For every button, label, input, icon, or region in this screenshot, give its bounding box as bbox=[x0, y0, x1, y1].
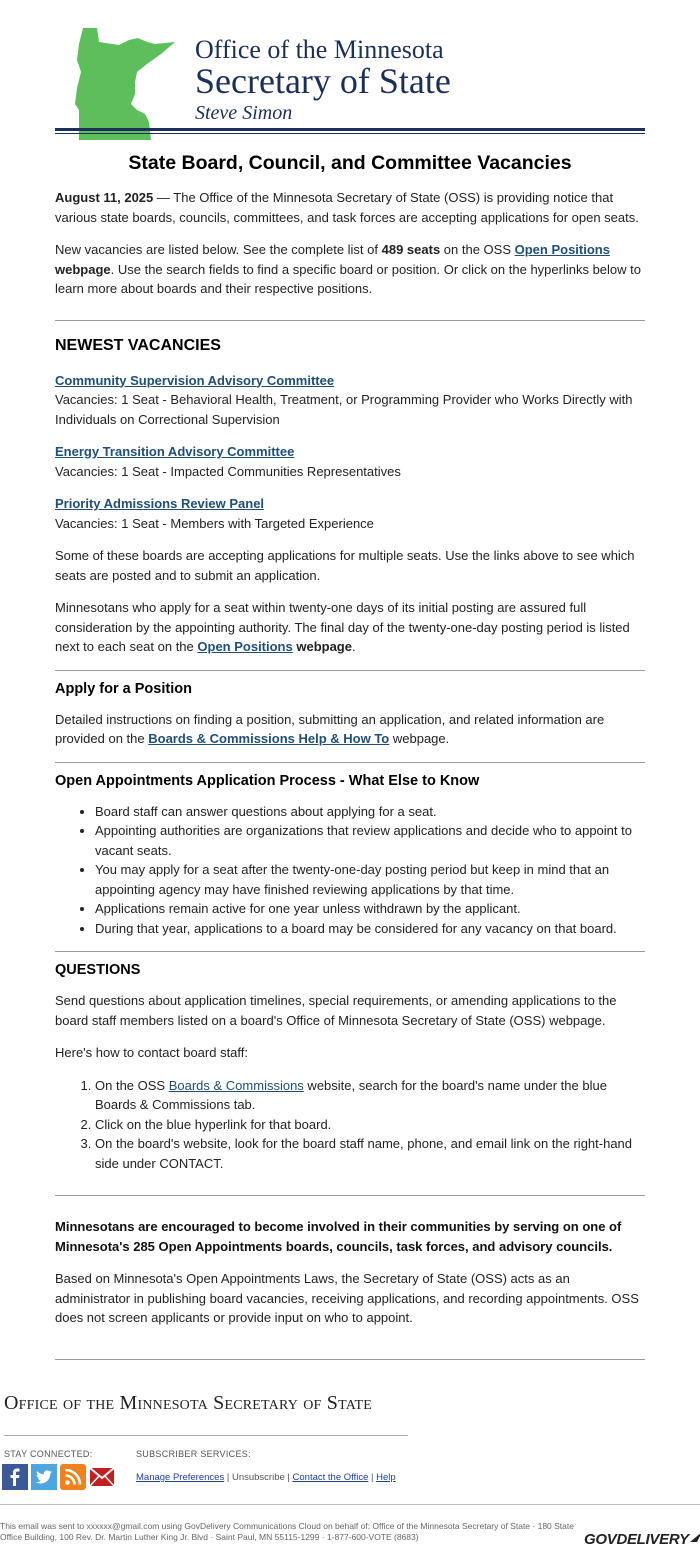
social-links bbox=[2, 1464, 115, 1490]
list-item: • You may apply for a seat after the twenty-one-day posting period but keep in mind that an appointing agency may have finished reviewing applications by that time. bbox=[95, 860, 645, 899]
apply-text: Detailed instructions on finding a position, submitting an application, and related information are provided on the bbox=[55, 711, 605, 746]
contact-staff-intro: Here's how to contact board staff: bbox=[55, 1045, 249, 1060]
twenty-one-day-webpage: webpage bbox=[292, 639, 352, 654]
govdelivery-logo bbox=[584, 1531, 700, 1548]
separator: | bbox=[224, 1472, 232, 1483]
divider bbox=[55, 1359, 645, 1360]
page-title: State Board, Council, and Committee Vacancies bbox=[128, 152, 572, 174]
intro-webpage: webpage bbox=[55, 261, 111, 277]
masthead-rule-thin bbox=[55, 133, 645, 134]
open-positions-link-2[interactable]: Open Positions bbox=[197, 639, 293, 654]
email-body bbox=[55, 0, 645, 1360]
list-item bbox=[95, 1076, 645, 1115]
process-heading: Open Appointments Application Process - What Else to Know bbox=[55, 772, 480, 789]
list-item: • Applications remain active for one year unless withdrawn by the applicant. bbox=[95, 899, 645, 919]
boards-commissions-link[interactable]: Boards & Commissions bbox=[168, 1077, 304, 1093]
divider bbox=[55, 762, 645, 763]
step1-text: On the OSS bbox=[95, 1077, 169, 1093]
vacancy-item bbox=[55, 371, 645, 430]
vacancy-item bbox=[55, 494, 645, 533]
stay-connected-label: STAY CONNECTED: bbox=[4, 1449, 93, 1459]
contact-steps bbox=[55, 1076, 645, 1174]
footer-divider bbox=[4, 1435, 408, 1436]
open-positions-link[interactable]: Open Positions bbox=[514, 242, 610, 257]
subscriber-services-label: SUBSCRIBER SERVICES: bbox=[136, 1449, 251, 1459]
masthead-line-secretary: Secretary of State bbox=[195, 61, 451, 101]
fine-print: This email was sent to xxxxxx@gmail.com using GovDelivery Communications Cloud on behalf of: Office of the Minnesota Secretary of State · 180 State Office Building, 100 Rev. Dr. Martin Luther King Jr. Blvd · Saint Paul, MN 55115-1299 · 1-877-600-VOTE (8683) bbox=[0, 1521, 574, 1542]
vacancy-detail: Vacancies: 1 Seat - Members with Targeted Experience bbox=[55, 515, 374, 531]
manage-preferences-link[interactable]: Manage Preferences bbox=[136, 1472, 225, 1483]
list-item: 3. On the board's website, look for the board staff name, phone, and email link on the right-hand side under CONTACT. bbox=[95, 1134, 645, 1173]
twitter-icon[interactable] bbox=[31, 1464, 57, 1490]
intro-text: — The Office of the Minnesota Secretary of State (OSS) is providing notice that various state boards, councils, committees, and task forces are accepting applications for open seats. bbox=[55, 190, 639, 225]
open-appointments-paragraph: Based on Minnesota's Open Appointments Laws, the Secretary of State (OSS) acts as an administrator in publishing board vacancies, receiving applications, and recording appointments. OSS does not screen applicants or provide input on who to appoint. bbox=[55, 1271, 639, 1325]
vacancy-detail: Vacancies: 1 Seat - Behavioral Health, Treatment, or Programming Provider who Works Directly with Individuals on Correctional Supervision bbox=[55, 392, 633, 427]
intro-text-2d: . Use the search fields to find a specific board or position. Or click on the hyperlinks below to learn more about boards and their respective positions. bbox=[55, 261, 641, 296]
facebook-icon[interactable] bbox=[2, 1464, 28, 1490]
vacancy-detail: Vacancies: 1 Seat - Impacted Communities Representatives bbox=[55, 463, 401, 479]
intro-text-2a: New vacancies are listed below. See the complete list of bbox=[55, 242, 382, 257]
masthead-line-office: Office of the Minnesota bbox=[195, 35, 444, 64]
divider bbox=[55, 951, 645, 952]
vacancy-item bbox=[55, 442, 645, 481]
twenty-one-day-period: . bbox=[351, 639, 356, 654]
unsubscribe-link[interactable]: Unsubscribe bbox=[231, 1472, 285, 1483]
govdelivery-text: GOVDELIVERY bbox=[584, 1531, 689, 1548]
seat-count: 489 seats bbox=[381, 242, 441, 257]
divider bbox=[55, 320, 645, 321]
apply-heading: Apply for a Position bbox=[55, 680, 192, 697]
list-item: 2. Click on the blue hyperlink for that board. bbox=[95, 1115, 645, 1135]
newest-vacancies-heading: NEWEST VACANCIES bbox=[55, 336, 221, 354]
step1-text-b: website, search for the board's name under the blue Boards & Commissions tab. bbox=[95, 1077, 607, 1112]
intro-text-2b: on the OSS bbox=[440, 242, 515, 257]
questions-heading: QUESTIONS bbox=[55, 962, 141, 978]
rss-icon[interactable] bbox=[60, 1464, 86, 1490]
twenty-one-day-paragraph bbox=[55, 598, 645, 657]
footer-brand: Office of the Minnesota Secretary of State bbox=[4, 1392, 372, 1414]
email-icon[interactable] bbox=[89, 1464, 115, 1490]
multiple-seats-paragraph: Some of these boards are accepting applications for multiple seats. Use the links above to see which seats are posted and to submit an application. bbox=[55, 548, 635, 583]
contact-office-link[interactable]: Contact the Office bbox=[292, 1472, 369, 1483]
help-link[interactable]: Help bbox=[376, 1472, 396, 1483]
twenty-one-day-text: Minnesotans who apply for a seat within twenty-one days of its initial posting are assured full consideration by the appointing authority. The final day of the twenty-one-day posting period is listed next to each seat on the bbox=[55, 600, 630, 654]
help-how-to-link[interactable]: Boards & Commissions Help & How To bbox=[148, 731, 390, 746]
separator: | bbox=[368, 1472, 377, 1483]
intro-date: August 11, 2025 bbox=[55, 190, 154, 205]
vacancy-link-energy-transition[interactable]: Energy Transition Advisory Committee bbox=[55, 444, 295, 459]
intro-paragraph-2 bbox=[55, 240, 645, 299]
vacancy-link-community-supervision[interactable]: Community Supervision Advisory Committee bbox=[55, 372, 335, 388]
process-list bbox=[55, 802, 645, 939]
masthead-rule bbox=[55, 128, 645, 131]
vacancy-link-priority-admissions[interactable]: Priority Admissions Review Panel bbox=[55, 496, 265, 511]
masthead bbox=[55, 0, 645, 136]
separator: | bbox=[284, 1472, 293, 1483]
minnesota-state-logo bbox=[75, 24, 179, 142]
questions-paragraph: Send questions about application timelines, special requirements, or amending applications to the board staff members listed on a board's Office of Minnesota Secretary of State (OSS) webpage. bbox=[55, 993, 617, 1028]
intro-paragraph bbox=[55, 188, 645, 227]
divider bbox=[55, 670, 645, 671]
apply-paragraph bbox=[55, 710, 645, 749]
apply-text-b: webpage. bbox=[389, 731, 450, 746]
divider bbox=[55, 1195, 645, 1196]
masthead-line-name: Steve Simon bbox=[195, 102, 293, 124]
list-item: • Board staff can answer questions about applying for a seat. bbox=[95, 802, 645, 822]
list-item: • During that year, applications to a board may be considered for any vacancy on that board. bbox=[95, 919, 645, 939]
list-item: • Appointing authorities are organizations that review applications and decide who to appoint to vacant seats. bbox=[95, 821, 645, 860]
subscriber-links bbox=[136, 1472, 396, 1483]
encouragement-paragraph: Minnesotans are encouraged to become involved in their communities by serving on one of Minnesota's 285 Open Appointments boards, councils, task forces, and advisory councils. bbox=[55, 1219, 622, 1254]
footer-line bbox=[0, 1504, 700, 1505]
govdelivery-swoosh-icon bbox=[689, 1531, 700, 1543]
